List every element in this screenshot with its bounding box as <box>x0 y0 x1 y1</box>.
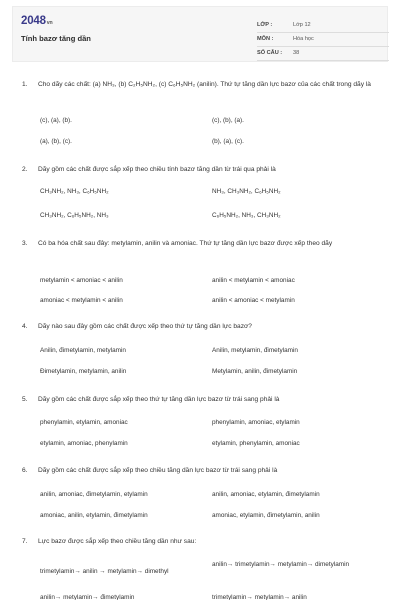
question-text: Cho dãy các chất: (a) NH₃, (b) C₂H₅NH₂, (c) C₆H₅NH₂ (anilin). Thứ tự tăng dần lực bazơ của các chất trong dãy là <box>38 81 371 88</box>
option-b[interactable]: anilin→ trimetylamin→ metylamin→ dimetylamin <box>212 561 350 568</box>
option-a[interactable]: CH₃NH₂, NH₃, C₆H₅NH₂ <box>40 188 109 195</box>
option-d[interactable]: anilin < amoniac < metylamin <box>212 297 295 304</box>
option-a[interactable]: Anilin, đimetylamin, metylamin <box>40 347 126 354</box>
option-a[interactable]: trimetylamin→ anilin → metylamin→ dimethyl <box>40 568 169 575</box>
question-number: 6. <box>22 467 28 474</box>
option-b[interactable]: (c), (b), (a). <box>212 117 244 124</box>
option-c[interactable]: anilin→ metylamin→ đimetylamin <box>40 594 135 600</box>
option-c[interactable]: Đimetylamin, metylamin, anilin <box>40 368 127 375</box>
option-d[interactable]: etylamin, phenylamin, amoniac <box>212 440 300 447</box>
page-title: Tính bazơ tăng dần <box>21 34 91 43</box>
worksheet-header <box>12 6 388 62</box>
question-text: Dãy gồm các chất được sắp xếp theo thứ tự tăng dần lực bazơ từ trái sang phải là <box>38 396 280 403</box>
option-b[interactable]: anilin < metylamin < amoniac <box>212 277 295 284</box>
question-number: 3. <box>22 240 28 247</box>
question-number: 2. <box>22 166 28 173</box>
option-c[interactable]: (a), (b), (c). <box>40 138 72 145</box>
question-number: 7. <box>22 538 28 545</box>
question-text: Có ba hóa chất sau đây: metylamin, anilin và amoniac. Thứ tự tăng dần lực bazơ được xếp theo dãy <box>38 240 333 247</box>
site-logo[interactable] <box>21 14 52 30</box>
meta-value: Hóa học <box>293 36 314 42</box>
question-text: Dãy nào sau đây gồm các chất được xếp theo thứ tự tăng dần lực bazơ? <box>38 323 252 330</box>
question-number: 5. <box>22 396 28 403</box>
option-a[interactable]: (c), (a), (b). <box>40 117 72 124</box>
question-number: 1. <box>22 81 28 88</box>
option-b[interactable]: anilin, amoniac, etylamin, đimetylamin <box>212 491 320 498</box>
meta-class <box>257 19 389 33</box>
meta-value: 38 <box>293 50 300 56</box>
meta-subject <box>257 33 389 47</box>
option-c[interactable]: amoniac, anilin, etylamin, đimetylamin <box>40 512 148 519</box>
option-d[interactable]: Metylamin, anilin, đimetylamin <box>212 368 298 375</box>
option-d[interactable]: (b), (a), (c). <box>212 138 244 145</box>
option-a[interactable]: anilin, amoniac, đimetylamin, etylamin <box>40 491 148 498</box>
meta-value: Lớp 12 <box>293 22 311 28</box>
option-b[interactable]: phenylamin, amoniac, etylamin <box>212 419 300 426</box>
meta-label: MÔN : <box>257 36 274 42</box>
question-text: Dãy gồm các chất được sắp xếp theo chiều tăng dần lực bazơ từ trái sang phải là <box>38 467 278 474</box>
meta-label: LỚP : <box>257 22 273 28</box>
option-a[interactable]: phenylamin, etylamin, amoniac <box>40 419 128 426</box>
option-c[interactable]: amoniac < metylamin < anilin <box>40 297 123 304</box>
logo-suffix: vn <box>46 20 53 26</box>
option-d[interactable]: trimetylamin→ metylamin→ anilin <box>212 594 307 600</box>
meta-question-count <box>257 47 389 61</box>
meta-label: SỐ CÂU : <box>257 50 283 56</box>
option-a[interactable]: metylamin < amoniac < anilin <box>40 277 123 284</box>
option-b[interactable]: Anilin, metylamin, đimetylamin <box>212 347 298 354</box>
option-c[interactable]: CH₃NH₂, C₆H₅NH₂, NH₃ <box>40 212 109 219</box>
question-text: Lực bazơ được sắp xếp theo chiều tăng dần như sau: <box>38 538 197 545</box>
option-b[interactable]: NH₃, CH₃NH₂, C₆H₅NH₂ <box>212 188 281 195</box>
question-number: 4. <box>22 323 28 330</box>
option-c[interactable]: etylamin, amoniac, phenylamin <box>40 440 128 447</box>
question-text: Dãy gồm các chất được sắp xếp theo chiều tính bazơ tăng dần từ trái qua phải là <box>38 166 276 173</box>
option-d[interactable]: C₆H₅NH₂, NH₃, CH₃NH₂ <box>212 212 281 219</box>
option-d[interactable]: amoniac, etylamin, đimetylamin, anilin <box>212 512 320 519</box>
logo-text: 2048 <box>21 15 46 27</box>
